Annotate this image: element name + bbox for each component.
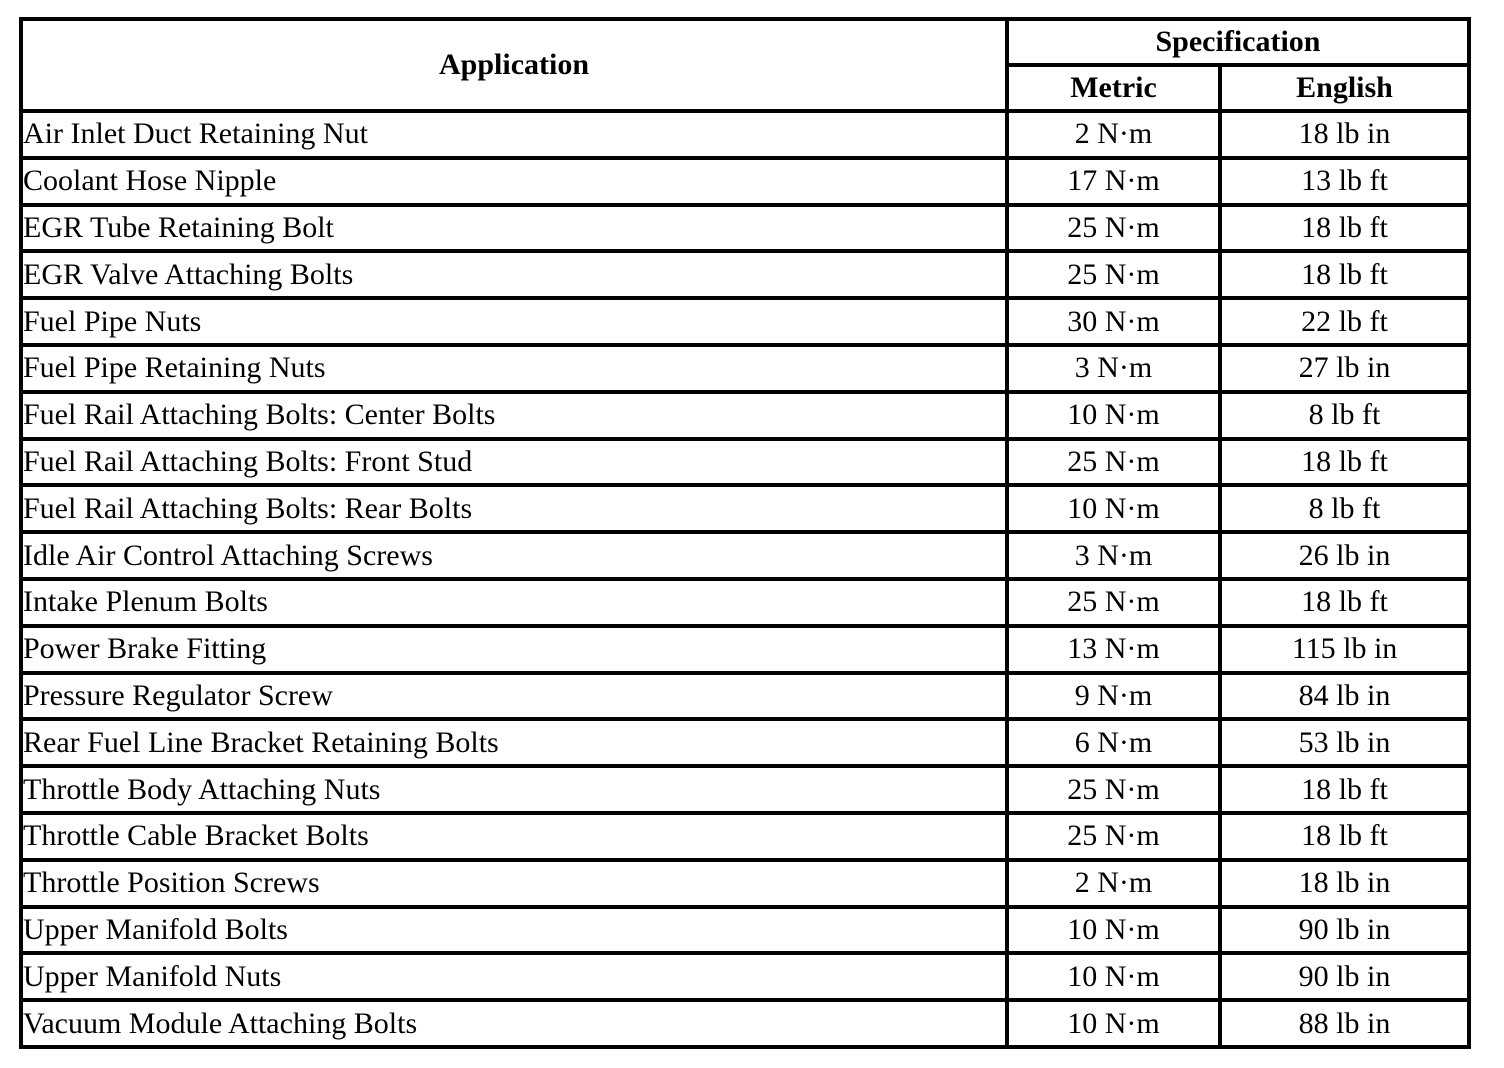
application-cell: Idle Air Control Attaching Screws xyxy=(21,532,1007,579)
table-row xyxy=(21,345,1469,392)
application-cell: Coolant Hose Nipple xyxy=(21,158,1007,205)
torque-spec-table xyxy=(19,17,1471,1049)
english-cell: 18 lb in xyxy=(1220,860,1469,907)
metric-cell: 10 N·m xyxy=(1007,485,1220,532)
metric-cell: 9 N·m xyxy=(1007,673,1220,720)
table-row xyxy=(21,813,1469,860)
metric-cell: 30 N·m xyxy=(1007,298,1220,345)
table-row xyxy=(21,439,1469,486)
application-cell: Fuel Rail Attaching Bolts: Rear Bolts xyxy=(21,485,1007,532)
application-cell: Pressure Regulator Screw xyxy=(21,673,1007,720)
english-cell: 18 lb in xyxy=(1220,111,1469,158)
table-row xyxy=(21,1000,1469,1047)
application-cell: Air Inlet Duct Retaining Nut xyxy=(21,111,1007,158)
table-row xyxy=(21,392,1469,439)
application-cell: Fuel Rail Attaching Bolts: Center Bolts xyxy=(21,392,1007,439)
english-cell: 90 lb in xyxy=(1220,907,1469,954)
table-row xyxy=(21,532,1469,579)
table-row xyxy=(21,111,1469,158)
english-cell: 115 lb in xyxy=(1220,626,1469,673)
application-cell: Rear Fuel Line Bracket Retaining Bolts xyxy=(21,719,1007,766)
metric-cell: 17 N·m xyxy=(1007,158,1220,205)
header-row-top xyxy=(21,19,1469,65)
metric-cell: 2 N·m xyxy=(1007,111,1220,158)
metric-cell: 10 N·m xyxy=(1007,1000,1220,1047)
metric-cell: 25 N·m xyxy=(1007,205,1220,252)
table-row xyxy=(21,298,1469,345)
english-cell: 90 lb in xyxy=(1220,953,1469,1000)
application-cell: Vacuum Module Attaching Bolts xyxy=(21,1000,1007,1047)
metric-cell: 10 N·m xyxy=(1007,392,1220,439)
english-cell: 27 lb in xyxy=(1220,345,1469,392)
metric-cell: 2 N·m xyxy=(1007,860,1220,907)
table-row xyxy=(21,626,1469,673)
application-header: Application xyxy=(21,19,1007,111)
metric-cell: 3 N·m xyxy=(1007,345,1220,392)
metric-cell: 10 N·m xyxy=(1007,907,1220,954)
metric-cell: 25 N·m xyxy=(1007,813,1220,860)
table-row xyxy=(21,907,1469,954)
english-cell: 18 lb ft xyxy=(1220,439,1469,486)
table-row xyxy=(21,158,1469,205)
metric-cell: 6 N·m xyxy=(1007,719,1220,766)
table-row xyxy=(21,251,1469,298)
table-row xyxy=(21,579,1469,626)
table-row xyxy=(21,673,1469,720)
application-cell: Fuel Rail Attaching Bolts: Front Stud xyxy=(21,439,1007,486)
application-cell: Throttle Cable Bracket Bolts xyxy=(21,813,1007,860)
table-row xyxy=(21,766,1469,813)
english-cell: 18 lb ft xyxy=(1220,813,1469,860)
metric-cell: 3 N·m xyxy=(1007,532,1220,579)
english-cell: 26 lb in xyxy=(1220,532,1469,579)
table-header xyxy=(21,19,1469,111)
table-row xyxy=(21,719,1469,766)
metric-cell: 25 N·m xyxy=(1007,766,1220,813)
english-cell: 53 lb in xyxy=(1220,719,1469,766)
application-cell: Upper Manifold Nuts xyxy=(21,953,1007,1000)
english-cell: 8 lb ft xyxy=(1220,485,1469,532)
table-body xyxy=(21,111,1469,1047)
metric-cell: 25 N·m xyxy=(1007,439,1220,486)
english-cell: 18 lb ft xyxy=(1220,766,1469,813)
metric-cell: 25 N·m xyxy=(1007,251,1220,298)
application-cell: Power Brake Fitting xyxy=(21,626,1007,673)
application-cell: Throttle Body Attaching Nuts xyxy=(21,766,1007,813)
specification-header: Specification xyxy=(1007,19,1469,65)
application-cell: EGR Tube Retaining Bolt xyxy=(21,205,1007,252)
application-cell: Throttle Position Screws xyxy=(21,860,1007,907)
table-row xyxy=(21,485,1469,532)
english-cell: 18 lb ft xyxy=(1220,205,1469,252)
application-cell: EGR Valve Attaching Bolts xyxy=(21,251,1007,298)
application-cell: Fuel Pipe Retaining Nuts xyxy=(21,345,1007,392)
english-cell: 13 lb ft xyxy=(1220,158,1469,205)
table-row xyxy=(21,205,1469,252)
table-row xyxy=(21,953,1469,1000)
english-cell: 18 lb ft xyxy=(1220,579,1469,626)
application-cell: Upper Manifold Bolts xyxy=(21,907,1007,954)
english-cell: 22 lb ft xyxy=(1220,298,1469,345)
table-row xyxy=(21,860,1469,907)
english-cell: 88 lb in xyxy=(1220,1000,1469,1047)
english-cell: 8 lb ft xyxy=(1220,392,1469,439)
metric-cell: 25 N·m xyxy=(1007,579,1220,626)
english-cell: 84 lb in xyxy=(1220,673,1469,720)
metric-cell: 10 N·m xyxy=(1007,953,1220,1000)
application-cell: Fuel Pipe Nuts xyxy=(21,298,1007,345)
metric-header: Metric xyxy=(1007,65,1220,111)
english-header: English xyxy=(1220,65,1469,111)
english-cell: 18 lb ft xyxy=(1220,251,1469,298)
application-cell: Intake Plenum Bolts xyxy=(21,579,1007,626)
metric-cell: 13 N·m xyxy=(1007,626,1220,673)
